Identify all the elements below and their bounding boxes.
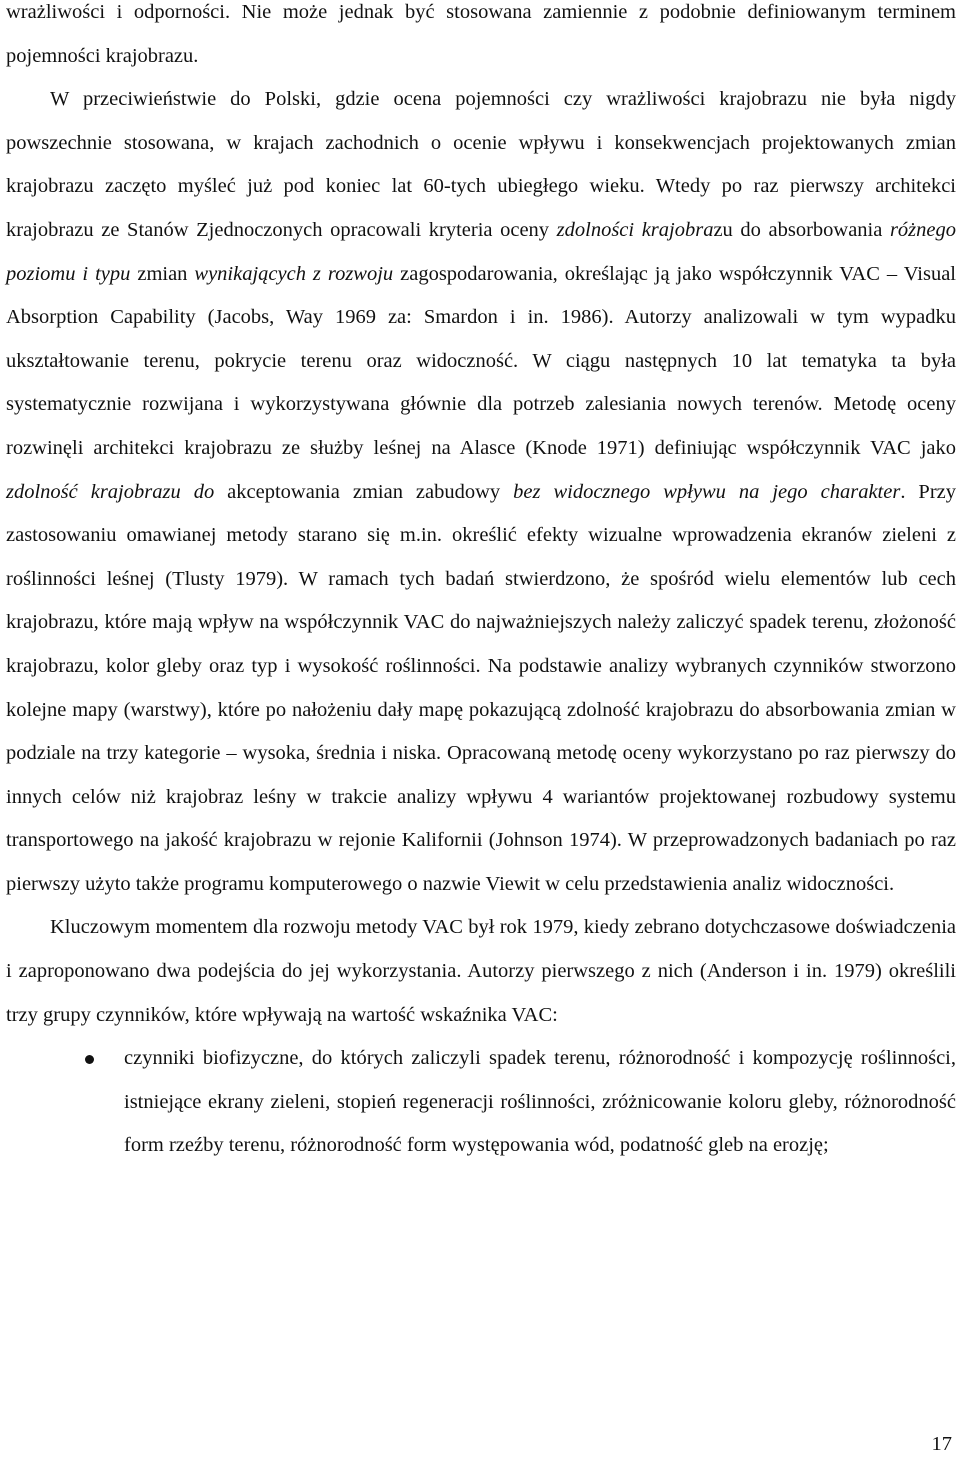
paragraph-2-italic-1: zdolności krajobra xyxy=(556,218,714,241)
bullet-list xyxy=(6,1037,956,1168)
paragraph-2-text-2: zu do absorbowania xyxy=(713,218,890,241)
paragraph-2-text-1: W przeciwieństwie do Polski, gdzie ocena pojemności czy wrażliwości krajobrazu nie była nigdy powszechnie stosowana, w krajach zachodnich o ocenie wpływu i konsekwencjach projektowanych zmian krajobrazu zaczęto myśleć już pod koniec lat 60-tych ubiegłego wieku. Wtedy po raz pierwszy architekci krajobrazu ze Stanów Zjednoczonych opracowali kryteria oceny xyxy=(6,88,956,241)
paragraph-2-italic-2: różnego poziomu i typu xyxy=(6,218,957,285)
paragraph-1 xyxy=(6,0,956,78)
list-item xyxy=(6,1037,956,1168)
paragraph-2-italic-3: wynikających z rozwoju xyxy=(194,262,394,285)
document-page xyxy=(6,0,956,1460)
paragraph-2 xyxy=(6,78,956,906)
list-item-text: czynniki biofizyczne, do których zaliczyli spadek terenu, różnorodność i kompozycję roślinności, istniejące ekrany zieleni, stopień regeneracji roślinności, zróżnicowanie koloru gleby, różnorodność form rzeźby terenu, różnorodność form występowania wód, podatność gleb na erozję; xyxy=(124,1047,956,1157)
bullet-icon xyxy=(85,1055,94,1064)
paragraph-1-text: wrażliwości i odporności. Nie może jednak być stosowana zamiennie z podobnie definiowanym terminem pojemności krajobrazu. xyxy=(6,1,956,67)
paragraph-3 xyxy=(6,906,956,1037)
paragraph-2-text-4: zagospodarowania, określając ją jako współczynnik VAC – Visual Absorption Capability (Jacobs, Way 1969 za: Smardon i in. 1986). Autorzy analizowali w tym wypadku ukształtowanie terenu, pokrycie terenu oraz widoczność. W ciągu następnych 10 lat tematyka ta była systematycznie rozwijana i wykorzystywana głównie dla potrzeb zalesiania nowych terenów. Metodę oceny rozwinęli architekci krajobrazu ze służby leśnej na Alasce (Knode 1971) definiując współczynnik VAC jako xyxy=(6,262,956,459)
paragraph-2-text-3: zmian xyxy=(130,262,195,285)
paragraph-2-italic-4: zdolność krajobrazu do xyxy=(6,480,215,503)
paragraph-2-text-6: . Przy zastosowaniu omawianej metody starano się m.in. określić efekty wizualne wprowadzenia ekranów zieleni z roślinności leśnej (Tlusty 1979). W ramach tych badań stwierdzono, że spośród wielu elementów lub cech krajobrazu, które mają wpływ na współczynnik VAC do najważniejszych należy zaliczyć spadek terenu, złożoność krajobrazu, kolor gleby oraz typ i wysokość roślinności. Na podstawie analizy wybranych czynników stworzono kolejne mapy (warstwy), które po nałożeniu dały mapę pokazującą zdolność krajobrazu do absorbowania zmian w podziale na trzy kategorie – wysoka, średnia i niska. Opracowaną metodę oceny wykorzystano po raz pierwszy do innych celów niż krajobraz leśny w trakcie analizy wpływu 4 wariantów projektowanej rozbudowy systemu transportowego na jakość krajobrazu w rejonie Kalifornii (Johnson 1974). W przeprowadzonych badaniach po raz pierwszy użyto także programu komputerowego o nazwie Viewit w celu przedstawienia analiz widoczności. xyxy=(6,480,957,895)
paragraph-3-text: Kluczowym momentem dla rozwoju metody VAC był rok 1979, kiedy zebrano dotychczasowe doświadczenia i zaproponowano dwa podejścia do jej wykorzystania. Autorzy pierwszego z nich (Anderson i in. 1979) określili trzy grupy czynników, które wpływają na wartość wskaźnika VAC: xyxy=(6,916,956,1026)
page-number: 17 xyxy=(931,1433,952,1455)
paragraph-2-italic-5: bez widocznego wpływu na jego charakter xyxy=(513,480,901,503)
paragraph-2-text-5: akceptowania zmian zabudowy xyxy=(214,480,514,503)
